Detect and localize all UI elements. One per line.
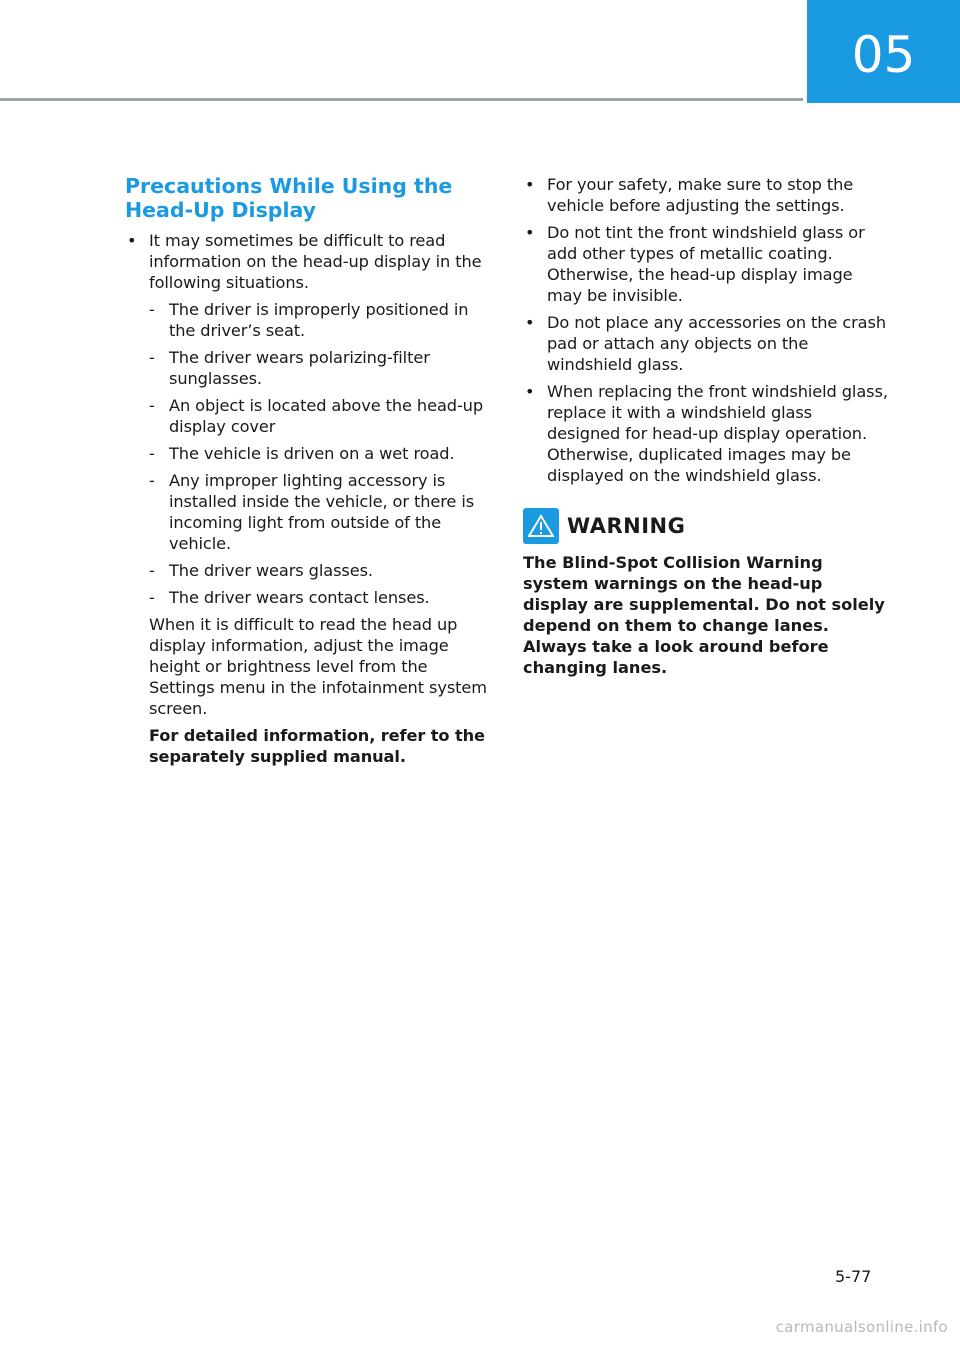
section-title bbox=[125, 174, 490, 222]
dash-item: - The driver is improperly positioned in the driver’s seat. bbox=[149, 300, 469, 340]
bullet-item bbox=[125, 230, 490, 293]
bullet-item: • Do not tint the front windshield glass or add other types of metallic coating. Otherwise, the head-up display image may be invisible. bbox=[525, 223, 865, 305]
warning-triangle-icon bbox=[523, 508, 559, 544]
watermark: carmanualsonline.info bbox=[775, 1318, 948, 1336]
section-title-line2: Head-Up Display bbox=[125, 198, 317, 222]
dash-text: The vehicle is driven on a wet road. bbox=[169, 444, 455, 463]
header-rule bbox=[0, 98, 803, 101]
chapter-tab bbox=[807, 0, 960, 103]
bullet-item: • For your safety, make sure to stop the vehicle before adjusting the settings. bbox=[525, 175, 854, 215]
right-column bbox=[523, 174, 888, 678]
bullet-text: Do not tint the front windshield glass or add other types of metallic coating. Otherwise, the head-up display image may be invisible. bbox=[547, 223, 865, 305]
dash-list bbox=[125, 299, 490, 608]
dash-item: - Any improper lighting accessory is installed inside the vehicle, or there is incoming light from outside of the vehicle. bbox=[149, 471, 475, 553]
dash-item: - The driver wears glasses. bbox=[149, 561, 373, 580]
dash-text: Any improper lighting accessory is installed inside the vehicle, or there is incoming light from outside of the vehicle. bbox=[169, 471, 475, 553]
dash-text: The driver is improperly positioned in the driver’s seat. bbox=[169, 300, 469, 340]
page-number: 5-77 bbox=[835, 1267, 872, 1286]
warning-title: WARNING bbox=[567, 514, 686, 538]
note-bold-paragraph: For detailed information, refer to the separately supplied manual. bbox=[149, 726, 485, 766]
bullet-item: • When replacing the front windshield glass, replace it with a windshield glass designed for head-up display operation. Otherwise, duplicated images may be displayed on the windshield glass. bbox=[525, 382, 888, 485]
dash-item: - An object is located above the head-up display cover bbox=[149, 396, 484, 436]
bullet-text: When replacing the front windshield glass, replace it with a windshield glass designed for head-up display operation. Otherwise, duplicated images may be displayed on the windshield glass. bbox=[547, 382, 888, 485]
dash-item: - The driver wears contact lenses. bbox=[149, 588, 430, 607]
bullet-text: For your safety, make sure to stop the vehicle before adjusting the settings. bbox=[547, 175, 854, 215]
chapter-number: 05 bbox=[851, 25, 916, 84]
dash-text: The driver wears contact lenses. bbox=[169, 588, 430, 607]
dash-text: The driver wears glasses. bbox=[169, 561, 373, 580]
section-title-line1: Precautions While Using the bbox=[125, 174, 453, 198]
dash-item: - The vehicle is driven on a wet road. bbox=[149, 444, 455, 463]
bullet-item: • Do not place any accessories on the crash pad or attach any objects on the windshield glass. bbox=[525, 313, 886, 374]
bullet-text: It may sometimes be difficult to read information on the head-up display in the following situations. bbox=[149, 231, 482, 292]
bullet-text: Do not place any accessories on the crash pad or attach any objects on the windshield glass. bbox=[547, 313, 886, 374]
note-paragraph: When it is difficult to read the head up display information, adjust the image height or brightness level from the Settings menu in the infotainment system screen. bbox=[149, 615, 487, 718]
warning-text: The Blind-Spot Collision Warning system warnings on the head-up display are supplemental. Do not solely depend on them to change lanes. Always take a look around before changing lanes. bbox=[523, 553, 885, 677]
dash-item: - The driver wears polarizing-filter sunglasses. bbox=[149, 348, 430, 388]
left-column bbox=[125, 174, 490, 773]
warning-header bbox=[523, 508, 888, 544]
dash-text: The driver wears polarizing-filter sunglasses. bbox=[169, 348, 430, 388]
bullet-dot: • bbox=[127, 231, 137, 250]
dash-text: An object is located above the head-up display cover bbox=[169, 396, 484, 436]
